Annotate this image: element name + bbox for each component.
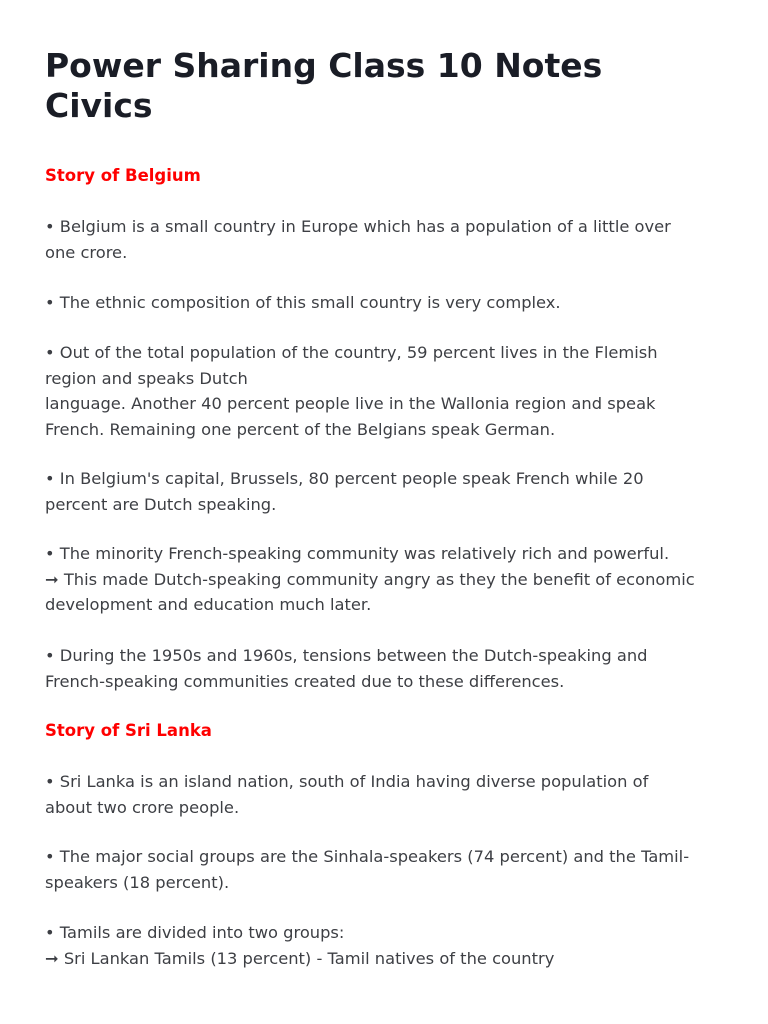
text-line: • In Belgium's capital, Brussels, 80 percent people speak French while 20 (45, 469, 644, 488)
section-heading-sri-lanka: Story of Sri Lanka (45, 721, 212, 740)
text-line: ➞ This made Dutch-speaking community angry as they the benefit of economic (45, 569, 695, 589)
text-line: • The minority French-speaking community was relatively rich and powerful. (45, 544, 670, 563)
text-line: • The ethnic composition of this small country is very complex. (45, 293, 561, 312)
text-line: about two crore people. (45, 797, 240, 817)
title-line: Civics (45, 86, 153, 125)
text-line: development and education much later. (45, 595, 372, 614)
section-heading-belgium: Story of Belgium (45, 166, 201, 185)
paragraph (45, 643, 735, 694)
paragraph (45, 214, 735, 265)
text-line: speakers (18 percent). (45, 872, 230, 892)
text-line: • Out of the total population of the country, 59 percent lives in the Flemish (45, 343, 658, 362)
text-line: region and speaks Dutch (45, 368, 248, 388)
paragraph (45, 340, 735, 442)
paragraph (45, 769, 735, 820)
text-line: • The major social groups are the Sinhala-speakers (74 percent) and the Tamil- (45, 847, 690, 866)
paragraph (45, 290, 735, 316)
page-title (45, 46, 735, 126)
text-line: percent are Dutch speaking. (45, 494, 277, 514)
text-line: French. Remaining one percent of the Belgians speak German. (45, 419, 556, 439)
text-line: • Tamils are divided into two groups: (45, 923, 345, 942)
text-line: • Sri Lanka is an island nation, south of India having diverse population of (45, 772, 649, 791)
text-line: • Belgium is a small country in Europe which has a population of a little over (45, 217, 671, 236)
text-line: language. Another 40 percent people live in the Wallonia region and speak (45, 394, 656, 413)
paragraph (45, 920, 735, 971)
text-line: • During the 1950s and 1960s, tensions between the Dutch-speaking and (45, 646, 648, 665)
paragraph (45, 844, 735, 895)
title-line: Power Sharing Class 10 Notes (45, 46, 603, 85)
paragraph (45, 541, 735, 618)
text-line: French-speaking communities created due to these differences. (45, 671, 565, 691)
text-line: ➞ Sri Lankan Tamils (13 percent) - Tamil natives of the country (45, 948, 555, 968)
text-line: one crore. (45, 242, 128, 262)
paragraph (45, 466, 735, 517)
